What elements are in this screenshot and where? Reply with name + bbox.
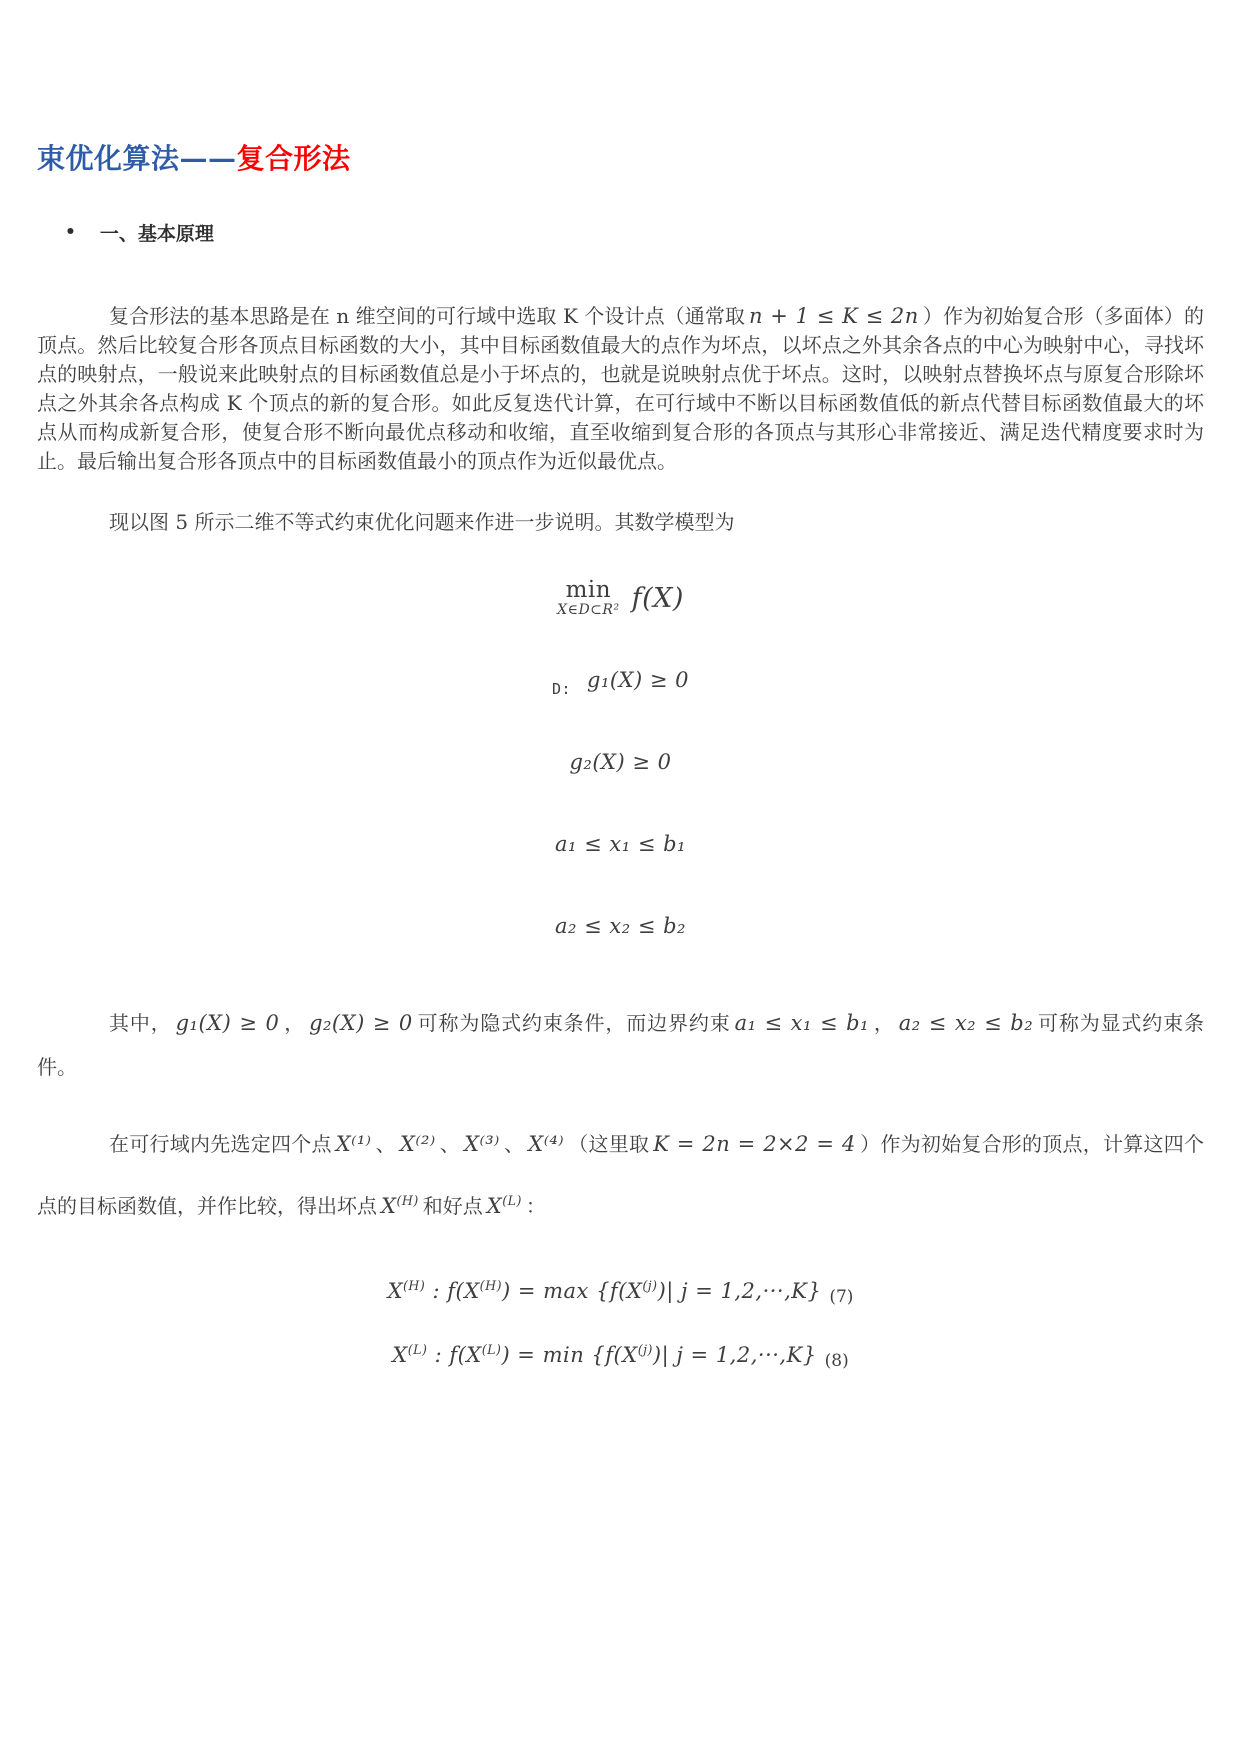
document-title [37, 141, 1204, 177]
bound-x1: a₁ ≤ x₁ ≤ b₁ [555, 832, 686, 856]
section-heading-row [37, 219, 1204, 246]
para3-comma-1: ， [283, 1011, 306, 1035]
inline-math-good-point [487, 1194, 522, 1218]
para4-separator-3: 、 [503, 1132, 525, 1156]
feasible-domain-label: D: [551, 680, 572, 698]
eq7-seg-4: )| j = 1,2,···,K} [657, 1279, 822, 1303]
equation-8-number: (8) [824, 1351, 849, 1371]
constraint-g2: g₂(X) ≥ 0 [569, 750, 672, 774]
eq7-seg-1: X [387, 1279, 404, 1303]
min-word: min [565, 577, 612, 603]
inline-math-k-range: n + 1 ≤ K ≤ 2n [749, 304, 919, 328]
inline-math-point-x2: X⁽²⁾ [399, 1132, 436, 1156]
para4-separator-2: 、 [439, 1132, 461, 1156]
para3-text-1: 其中， [109, 1011, 172, 1035]
eq8-sup-3: (j) [637, 1342, 653, 1357]
eq8-seg-1: X [392, 1343, 408, 1367]
formula-bound-x2 [37, 885, 1204, 967]
eq7-sup-3: (j) [642, 1278, 658, 1293]
eq8-seg-2: : f(X [427, 1343, 482, 1367]
eq8-sup-2: (L) [481, 1342, 502, 1357]
equation-7-formula [388, 1279, 822, 1303]
inline-math-point-x1: X⁽¹⁾ [335, 1132, 372, 1156]
constraint-g1: g₁(X) ≥ 0 [587, 668, 690, 692]
equation-8 [37, 1342, 1204, 1371]
paragraph-initial-points [37, 1113, 1204, 1237]
section-heading-text: 一、基本原理 [99, 223, 214, 245]
equation-8-formula [392, 1343, 816, 1367]
para4-text-3: ）作为初始复合形的顶点，计算这四个点的目标函数值，并作比较，得出坏点 [37, 1132, 1205, 1218]
para4-text-2: （这里取 [567, 1132, 650, 1156]
paragraph-basic-idea [37, 302, 1204, 476]
min-domain-subscript: X∈D⊂R² [557, 602, 620, 618]
bound-x2: a₂ ≤ x₂ ≤ b₂ [555, 914, 686, 938]
eq7-sup-1: (H) [403, 1278, 426, 1293]
para3-text-3: 可称为显式约束条件。 [37, 1011, 1205, 1079]
math-model-block [37, 557, 1204, 967]
para4-text-5: ： [525, 1194, 546, 1218]
para1-text-2: ）作为初始复合形（多面体）的顶点。然后比较复合形各顶点目标函数的大小，其中目标函数值最大的点作为坏点，以坏点之外其余各点的中心为映射中心，寻找坏点的映射点，一般说来此映射点的目标函数值总是小于坏点的，也就是说映射点优于坏点。这时，以映射点替换坏点与原复合形除坏点之外其余各点构成 K 个顶点的新的复合形。如此反复迭代计算，在可行域中不断以目标函数值低的新点代替目标函数值最大的坏点从而构成新复合形，使复合形不断向最优点移动和收缩，直至收缩到复合形的各顶点与其形心非常接近、满足迭代精度要求时为止。最后输出复合形各顶点中的目标函数值最小的顶点作为近似最优点。 [37, 304, 1204, 473]
paragraph-constraint-types [37, 1001, 1204, 1089]
inline-math-bound2: a₂ ≤ x₂ ≤ b₂ [898, 1011, 1034, 1035]
para4-text-4: 和好点 [422, 1194, 483, 1218]
title-segment-red: 复合形法 [236, 142, 351, 175]
formula-constraint-g2 [37, 721, 1204, 803]
eq8-sup-1: (L) [407, 1342, 428, 1357]
eq8-seg-3: ) = min {f(X [501, 1343, 638, 1367]
min-operator [557, 578, 619, 618]
inline-math-point-x3: X⁽³⁾ [464, 1132, 500, 1156]
para4-text-1: 在可行域内先选定四个点 [109, 1132, 332, 1156]
list-bullet-icon: • [65, 222, 76, 242]
eq7-seg-3: ) = max {f(X [501, 1279, 643, 1303]
eq7-seg-2: : f(X [425, 1279, 480, 1303]
inline-math-bound1: a₁ ≤ x₁ ≤ b₁ [734, 1011, 869, 1035]
objective-function: f(X) [631, 582, 684, 614]
para4-separator-1: 、 [375, 1132, 396, 1156]
bad-point-base: X [381, 1194, 397, 1218]
inline-math-g2: g₂(X) ≥ 0 [309, 1011, 413, 1035]
paragraph-model-intro: 现以图 5 所示二维不等式约束优化问题来作进一步说明。其数学模型为 [109, 510, 735, 534]
inline-math-k-value: K = 2n = 2×2 = 4 [653, 1132, 856, 1156]
bad-point-superscript: (H) [396, 1193, 419, 1208]
formula-objective [37, 557, 1204, 639]
inline-math-point-x4: X⁽⁴⁾ [528, 1132, 564, 1156]
title-segment-blue: 束优化算法—— [37, 142, 237, 175]
formula-bound-x1 [37, 803, 1204, 885]
inline-math-g1: g₁(X) ≥ 0 [175, 1011, 280, 1035]
para3-comma-2: ， [872, 1011, 895, 1035]
inline-math-bad-point [381, 1194, 419, 1218]
formula-constraint-g1 [37, 639, 1204, 721]
para3-text-2: 可称为隐式约束条件，而边界约束 [416, 1011, 731, 1035]
good-point-base: X [486, 1194, 503, 1218]
eq7-sup-2: (H) [479, 1278, 502, 1293]
good-point-superscript: (L) [502, 1193, 522, 1208]
para1-text-1: 复合形法的基本思路是在 n 维空间的可行域中选取 K 个设计点（通常取 [109, 304, 746, 328]
equation-7 [37, 1278, 1204, 1307]
eq8-seg-4: )| j = 1,2,···,K} [652, 1343, 817, 1367]
equation-7-number: (7) [829, 1287, 854, 1307]
